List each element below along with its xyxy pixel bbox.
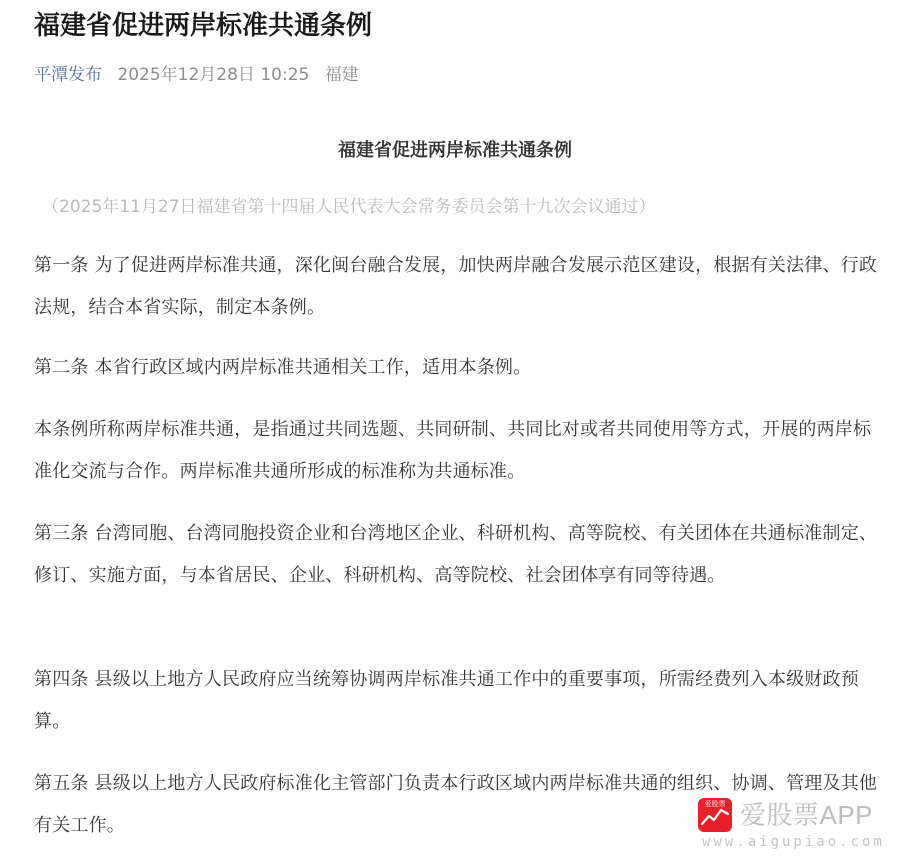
watermark-url: www.aigupiao.com xyxy=(702,834,885,850)
document-heading: 福建省促进两岸标准共通条例 xyxy=(338,140,572,161)
paragraph-article-2: 第二条 本省行政区域内两岸标准共通相关工作，适用本条例。 xyxy=(34,357,532,378)
document-subtitle: （2025年11月27日福建省第十四届人民代表大会常务委员会第十九次会议通过） xyxy=(42,197,656,217)
publish-time: 2025年12月28日 10:25 xyxy=(117,65,310,85)
watermark xyxy=(694,794,904,852)
paragraph-article-4: 第四条 县级以上地方人民政府应当统筹协调两岸标准共通工作中的重要事项，所需经费列入本级财政预算。 xyxy=(34,669,859,732)
paragraph-article-1: 第一条 为了促进两岸标准共通，深化闽台融合发展，加快两岸融合发展示范区建设，根据有关法律、行政法规，结合本省实际，制定本条例。 xyxy=(34,255,878,318)
watermark-brand: 爱股票APP xyxy=(740,800,874,830)
source-link[interactable]: 平潭发布 xyxy=(34,65,102,85)
paragraph-definition: 本条例所称两岸标准共通，是指通过共同选题、共同研制、共同比对或者共同使用等方式，开展的两岸标准化交流与合作。两岸标准共通所形成的标准称为共通标准。 xyxy=(34,419,872,482)
stock-logo-icon xyxy=(698,798,732,832)
article-meta xyxy=(34,62,359,88)
paragraph-article-5: 第五条 县级以上地方人民政府标准化主管部门负责本行政区域内两岸标准共通的组织、协调、管理及其他有关工作。 xyxy=(34,773,878,836)
region-label: 福建 xyxy=(324,65,359,85)
page-title: 福建省促进两岸标准共通条例 xyxy=(34,11,373,41)
paragraph-article-3: 第三条 台湾同胞、台湾同胞投资企业和台湾地区企业、科研机构、高等院校、有关团体在共通标准制定、修订、实施方面，与本省居民、企业、科研机构、高等院校、社会团体享有同等待遇。 xyxy=(34,523,878,586)
watermark-logo-text: 爱股票 xyxy=(704,800,726,808)
